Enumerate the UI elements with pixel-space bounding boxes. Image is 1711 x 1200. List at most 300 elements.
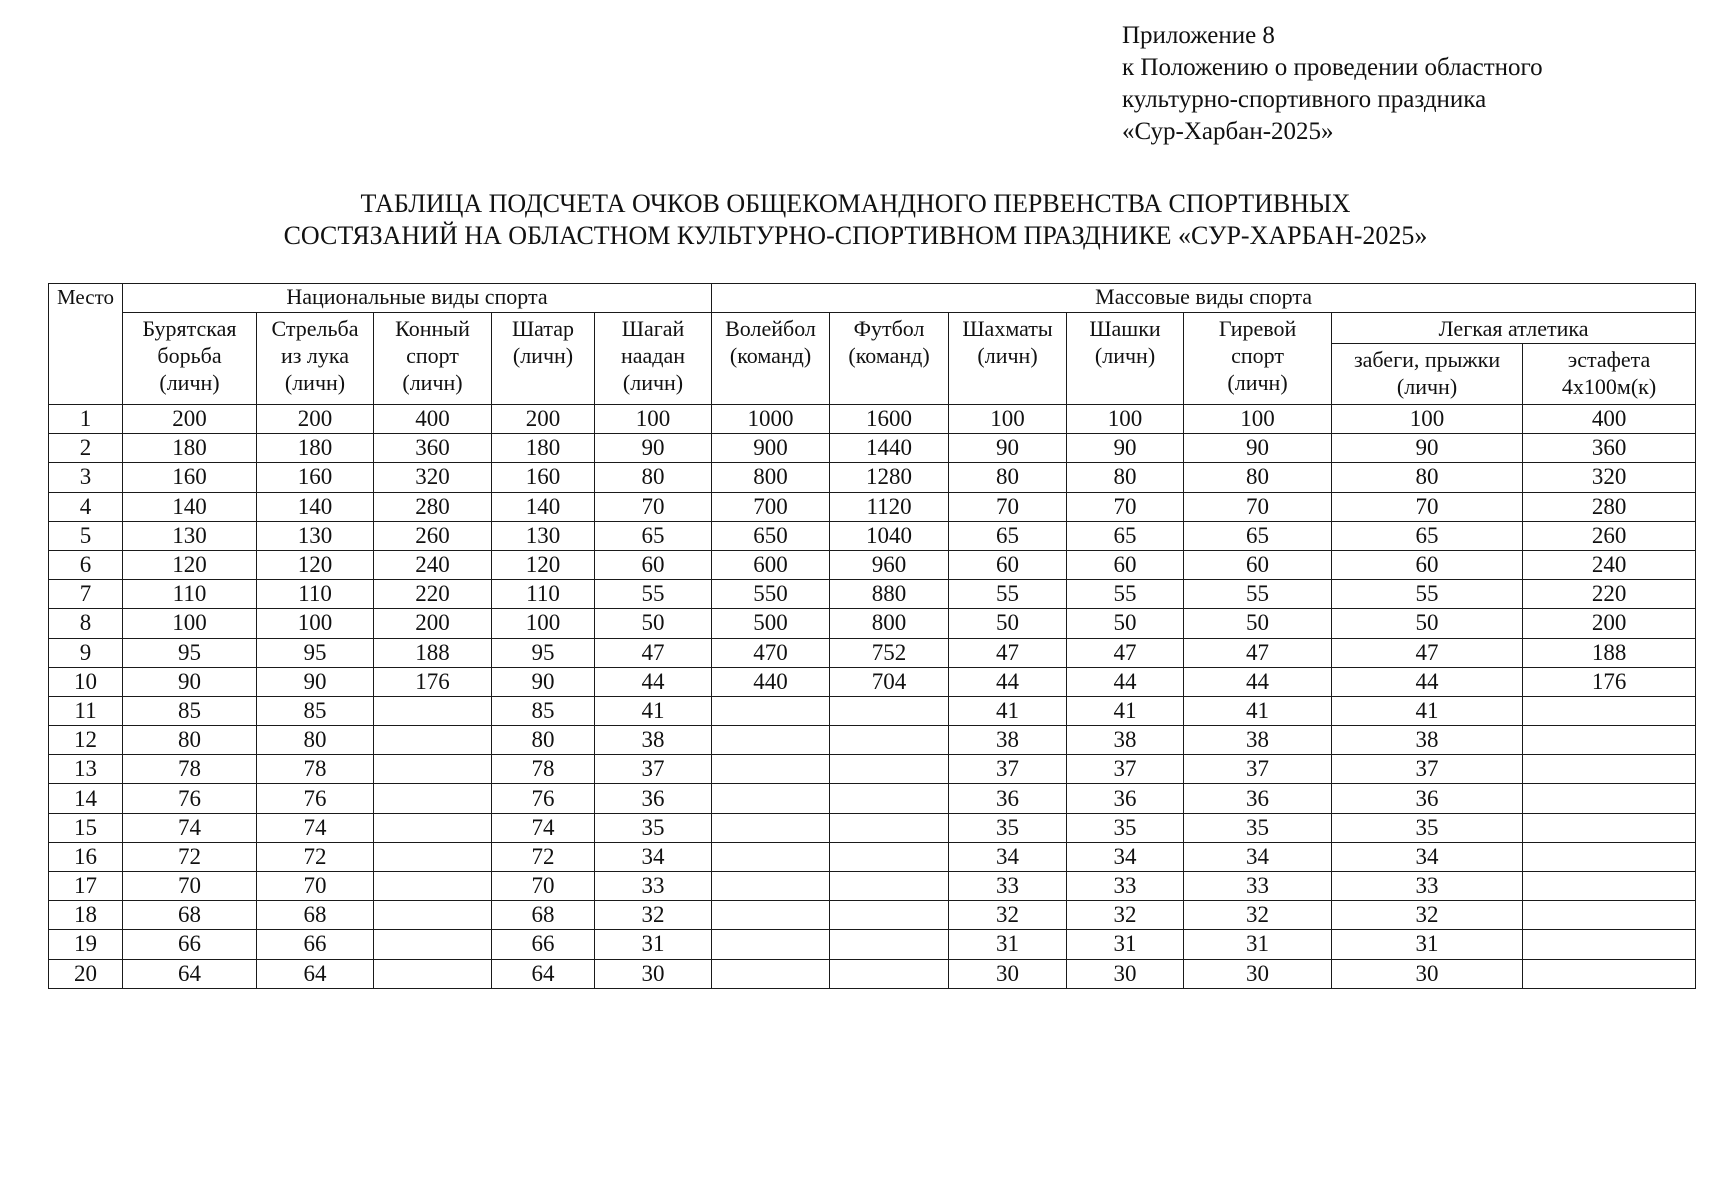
points-cell [712,813,830,842]
points-cell: 60 [595,550,712,579]
points-cell: 64 [492,959,595,988]
points-cell: 66 [123,930,257,959]
points-cell: 34 [1184,842,1332,871]
points-cell [830,696,949,725]
mass-sports-header: Массовые виды спорта [712,284,1696,313]
points-cell: 55 [595,580,712,609]
points-cell: 66 [257,930,374,959]
column-header-line: Шатар [511,316,575,341]
points-cell: 72 [257,842,374,871]
points-cell: 100 [1067,405,1184,434]
points-cell: 85 [257,696,374,725]
points-cell [374,784,492,813]
points-cell [1523,813,1696,842]
points-cell: 85 [123,696,257,725]
points-cell: 37 [1067,755,1184,784]
points-cell: 280 [1523,492,1696,521]
points-cell: 1600 [830,405,949,434]
points-cell [1523,872,1696,901]
points-cell: 74 [257,813,374,842]
points-cell: 44 [595,667,712,696]
points-cell: 188 [1523,638,1696,667]
points-cell [1523,726,1696,755]
points-cell: 44 [1067,667,1184,696]
points-cell: 120 [492,550,595,579]
points-cell [830,813,949,842]
column-header-line: (личн) [402,370,463,395]
place-cell: 12 [49,726,123,755]
points-cell: 90 [1067,434,1184,463]
points-cell [712,930,830,959]
points-cell: 70 [1184,492,1332,521]
points-cell: 800 [830,609,949,638]
points-cell: 320 [374,463,492,492]
column-header-line: Шахматы [962,316,1053,341]
points-cell: 36 [1184,784,1332,813]
points-cell: 65 [1184,521,1332,550]
points-cell: 36 [1067,784,1184,813]
points-cell [374,872,492,901]
points-cell: 47 [595,638,712,667]
points-cell [374,813,492,842]
column-header [492,313,595,405]
points-cell: 68 [123,901,257,930]
points-cell: 80 [595,463,712,492]
column-header-line: (команд) [848,343,930,368]
points-cell: 30 [1067,959,1184,988]
points-cell: 35 [1184,813,1332,842]
appendix-line: Приложение 8 [1122,22,1275,49]
points-cell [1523,755,1696,784]
points-cell: 70 [1067,492,1184,521]
appendix-line: «Сур-Харбан-2025» [1122,118,1334,145]
national-sports-header: Национальные виды спорта [123,284,712,313]
column-header-line: 4х100м(к) [1561,374,1657,399]
points-cell: 440 [712,667,830,696]
place-cell: 17 [49,872,123,901]
column-header [830,313,949,405]
points-cell: 280 [374,492,492,521]
points-cell: 50 [1184,609,1332,638]
points-cell: 360 [374,434,492,463]
points-cell: 100 [1184,405,1332,434]
points-cell: 90 [123,667,257,696]
place-cell: 7 [49,580,123,609]
points-cell: 32 [1067,901,1184,930]
points-cell: 66 [492,930,595,959]
column-header [712,313,830,405]
points-cell: 130 [492,521,595,550]
points-cell: 41 [1184,696,1332,725]
points-cell: 60 [1067,550,1184,579]
points-cell: 320 [1523,463,1696,492]
points-cell: 140 [492,492,595,521]
points-cell: 32 [595,901,712,930]
table-row [49,755,1696,784]
points-cell: 65 [1067,521,1184,550]
points-cell [712,872,830,901]
points-cell: 33 [1332,872,1523,901]
table-body [49,405,1696,989]
points-cell: 38 [595,726,712,755]
points-cell: 76 [123,784,257,813]
points-cell: 120 [257,550,374,579]
table-row [49,609,1696,638]
points-cell: 34 [595,842,712,871]
points-cell: 47 [1332,638,1523,667]
column-header-line: Футбол [853,316,925,341]
points-cell: 200 [492,405,595,434]
column-header-line: (личн) [1396,374,1458,399]
points-cell: 50 [595,609,712,638]
points-cell: 32 [1332,901,1523,930]
place-cell: 11 [49,696,123,725]
table-row [49,726,1696,755]
points-cell: 50 [1067,609,1184,638]
points-cell: 220 [374,580,492,609]
table-row [49,667,1696,696]
points-cell: 220 [1523,580,1696,609]
points-cell: 200 [1523,609,1696,638]
column-header-line: наадан [620,343,686,368]
points-cell: 80 [949,463,1067,492]
place-cell: 5 [49,521,123,550]
table-row [49,901,1696,930]
points-cell [712,755,830,784]
points-cell: 1440 [830,434,949,463]
points-cell: 400 [374,405,492,434]
points-cell [712,959,830,988]
points-cell: 31 [1067,930,1184,959]
points-cell: 80 [1067,463,1184,492]
points-cell: 260 [374,521,492,550]
column-header [257,313,374,405]
points-table [48,283,1696,989]
points-cell: 41 [595,696,712,725]
points-cell: 500 [712,609,830,638]
points-cell: 95 [123,638,257,667]
column-header-line: (личн) [1227,370,1288,395]
place-cell: 10 [49,667,123,696]
points-cell [1523,930,1696,959]
points-cell: 80 [1332,463,1523,492]
points-cell: 704 [830,667,949,696]
points-cell: 36 [595,784,712,813]
points-cell: 78 [123,755,257,784]
points-cell: 100 [492,609,595,638]
points-cell: 80 [492,726,595,755]
points-cell: 41 [1332,696,1523,725]
table-row [49,492,1696,521]
points-cell [830,784,949,813]
points-cell: 47 [949,638,1067,667]
points-cell: 32 [1184,901,1332,930]
column-header [123,313,257,405]
points-cell: 80 [123,726,257,755]
points-cell: 80 [1184,463,1332,492]
points-cell: 95 [492,638,595,667]
column-header [1523,344,1696,405]
column-header [374,313,492,405]
points-cell [830,930,949,959]
points-cell [374,696,492,725]
points-cell: 70 [595,492,712,521]
column-header-line: забеги, прыжки [1353,347,1501,372]
column-header [1332,344,1523,405]
appendix-note [1122,20,1543,148]
points-cell: 160 [492,463,595,492]
points-cell: 90 [949,434,1067,463]
points-cell [830,726,949,755]
column-header [1067,313,1184,405]
points-cell: 80 [257,726,374,755]
column-header-line: Бурятская [142,316,237,341]
points-cell: 50 [949,609,1067,638]
points-cell: 60 [1184,550,1332,579]
points-cell: 36 [1332,784,1523,813]
points-cell: 1280 [830,463,949,492]
points-cell [830,959,949,988]
points-cell: 37 [595,755,712,784]
points-cell: 65 [949,521,1067,550]
column-header-line: спорт [406,343,459,368]
points-cell: 76 [257,784,374,813]
points-cell: 72 [123,842,257,871]
points-cell: 55 [1184,580,1332,609]
points-cell: 188 [374,638,492,667]
points-cell: 200 [123,405,257,434]
place-cell: 14 [49,784,123,813]
points-cell [712,784,830,813]
points-cell: 60 [949,550,1067,579]
points-cell: 64 [257,959,374,988]
points-cell: 35 [949,813,1067,842]
appendix-line: к Положению о проведении областного [1122,54,1543,81]
points-cell: 78 [257,755,374,784]
points-cell: 30 [949,959,1067,988]
points-cell: 55 [1067,580,1184,609]
points-cell: 50 [1332,609,1523,638]
points-cell: 35 [1067,813,1184,842]
table-row [49,434,1696,463]
points-cell: 33 [1067,872,1184,901]
title-line: ТАБЛИЦА ПОДСЧЕТА ОЧКОВ ОБЩЕКОМАНДНОГО ПЕРВЕНСТВА СПОРТИВНЫХ [360,189,1351,218]
points-cell: 90 [257,667,374,696]
points-cell: 33 [595,872,712,901]
points-cell: 70 [123,872,257,901]
points-cell: 74 [123,813,257,842]
points-cell: 41 [949,696,1067,725]
points-cell: 400 [1523,405,1696,434]
column-header-line: из лука [280,343,350,368]
column-header-line: (личн) [159,370,220,395]
table-row [49,930,1696,959]
column-header-line: Гиревой [1218,316,1297,341]
points-cell: 240 [374,550,492,579]
points-cell: 38 [1184,726,1332,755]
points-cell [712,726,830,755]
points-cell: 37 [1184,755,1332,784]
table-header [49,284,1696,405]
points-cell: 110 [492,580,595,609]
points-cell: 100 [595,405,712,434]
table-row [49,959,1696,988]
header-group-row [49,284,1696,313]
place-cell: 1 [49,405,123,434]
points-cell: 68 [492,901,595,930]
points-cell: 31 [1184,930,1332,959]
column-header-line: Стрельба [271,316,359,341]
column-header-line: борьба [157,343,222,368]
points-cell: 110 [123,580,257,609]
points-cell: 650 [712,521,830,550]
place-cell: 6 [49,550,123,579]
document-title [0,188,1711,252]
column-header-line: спорт [1231,343,1284,368]
points-cell: 360 [1523,434,1696,463]
points-cell: 55 [949,580,1067,609]
column-header [595,313,712,405]
points-cell: 600 [712,550,830,579]
points-cell: 110 [257,580,374,609]
points-cell: 72 [492,842,595,871]
appendix-line: культурно-спортивного праздника [1122,86,1487,113]
column-header-line: Конный [395,316,470,341]
athletics-header: Легкая атлетика [1332,313,1696,344]
points-cell: 90 [1184,434,1332,463]
column-header-line: Шагай [621,316,685,341]
column-header-line: (личн) [622,370,684,395]
table-row [49,405,1696,434]
column-header-line: (личн) [512,343,574,368]
table-row [49,696,1696,725]
points-cell: 38 [1332,726,1523,755]
points-cell: 38 [1067,726,1184,755]
points-cell: 37 [1332,755,1523,784]
points-cell: 33 [1184,872,1332,901]
points-cell: 70 [257,872,374,901]
points-cell: 70 [1332,492,1523,521]
points-cell: 140 [123,492,257,521]
points-cell: 44 [1332,667,1523,696]
points-cell: 85 [492,696,595,725]
points-cell: 120 [123,550,257,579]
points-cell: 38 [949,726,1067,755]
points-cell: 60 [1332,550,1523,579]
points-cell [712,901,830,930]
points-cell: 90 [1332,434,1523,463]
title-line: СОСТЯЗАНИЙ НА ОБЛАСТНОМ КУЛЬТУРНО-СПОРТИВНОМ ПРАЗДНИКЕ «СУР-ХАРБАН-2025» [283,221,1428,250]
column-header-line: (личн) [1094,343,1156,368]
header-column-row [49,313,1696,344]
place-cell: 15 [49,813,123,842]
points-cell: 47 [1184,638,1332,667]
points-cell [712,696,830,725]
points-cell: 32 [949,901,1067,930]
place-cell: 16 [49,842,123,871]
points-cell: 64 [123,959,257,988]
points-cell: 100 [257,609,374,638]
points-cell [374,959,492,988]
points-cell [1523,696,1696,725]
points-cell: 1000 [712,405,830,434]
points-cell: 35 [595,813,712,842]
points-cell [830,872,949,901]
points-cell: 550 [712,580,830,609]
column-header-line: (личн) [284,370,346,395]
points-cell [830,755,949,784]
table-row [49,580,1696,609]
points-cell: 176 [1523,667,1696,696]
points-cell: 68 [257,901,374,930]
points-cell: 70 [492,872,595,901]
points-cell: 470 [712,638,830,667]
points-cell: 74 [492,813,595,842]
points-cell [374,930,492,959]
points-cell: 34 [1067,842,1184,871]
points-cell [374,901,492,930]
table-row [49,463,1696,492]
place-cell: 9 [49,638,123,667]
place-cell: 2 [49,434,123,463]
points-cell: 37 [949,755,1067,784]
points-cell: 76 [492,784,595,813]
place-cell: 19 [49,930,123,959]
place-cell: 18 [49,901,123,930]
table-row [49,550,1696,579]
points-cell: 160 [257,463,374,492]
table-row [49,872,1696,901]
place-cell: 3 [49,463,123,492]
points-cell [374,755,492,784]
points-cell [374,842,492,871]
points-cell: 90 [595,434,712,463]
points-cell [1523,784,1696,813]
points-cell: 30 [1332,959,1523,988]
column-header [1184,313,1332,405]
points-cell: 55 [1332,580,1523,609]
column-header-line: (личн) [977,343,1038,368]
points-cell: 100 [1332,405,1523,434]
points-cell [1523,959,1696,988]
points-cell: 41 [1067,696,1184,725]
points-cell: 70 [949,492,1067,521]
points-cell: 34 [1332,842,1523,871]
column-header-line: Шашки [1089,316,1161,341]
points-cell: 100 [123,609,257,638]
points-cell [1523,901,1696,930]
points-cell: 90 [492,667,595,696]
points-cell: 752 [830,638,949,667]
points-cell: 900 [712,434,830,463]
points-cell: 35 [1332,813,1523,842]
points-cell: 78 [492,755,595,784]
points-cell: 880 [830,580,949,609]
column-header [949,313,1067,405]
place-cell: 4 [49,492,123,521]
table-row [49,521,1696,550]
column-header-line: Волейбол [725,316,816,341]
points-cell: 960 [830,550,949,579]
column-header-line: эстафета [1567,347,1651,372]
table-row [49,784,1696,813]
points-cell: 65 [595,521,712,550]
column-header-line: (команд) [729,343,812,368]
points-cell: 33 [949,872,1067,901]
points-cell: 47 [1067,638,1184,667]
points-cell: 130 [257,521,374,550]
place-cell: 13 [49,755,123,784]
